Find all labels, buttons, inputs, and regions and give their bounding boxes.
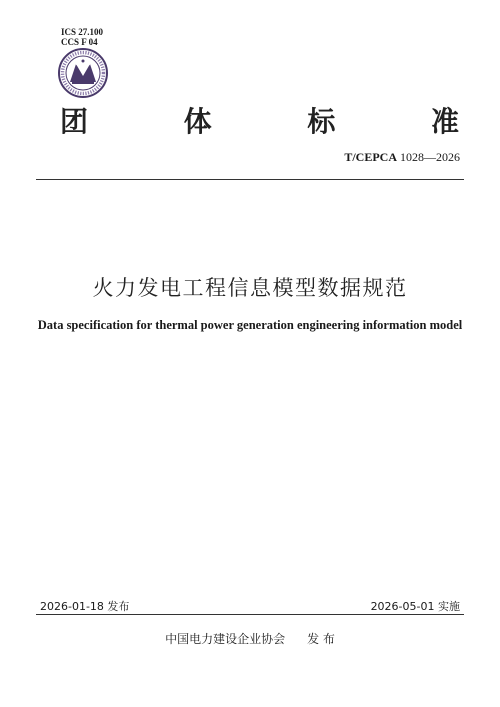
ics-code: ICS 27.100 xyxy=(61,27,104,37)
publisher-name: 中国电力建设企业协会 xyxy=(165,632,286,646)
publisher-line xyxy=(0,630,500,647)
standard-prefix: T/CEPCA xyxy=(344,150,397,164)
standard-type-char: 标 xyxy=(307,105,337,138)
header-divider xyxy=(36,179,464,180)
footer-divider xyxy=(36,614,464,615)
association-seal-icon xyxy=(58,48,108,98)
issue-date: 2026-01-18 发布 xyxy=(40,600,130,613)
document-title-english: Data specification for thermal power generation engineering information model xyxy=(37,318,463,332)
standard-code: 1028—2026 xyxy=(400,150,460,164)
standard-number xyxy=(344,150,460,165)
publish-word: 发 布 xyxy=(307,632,335,646)
standard-type-char: 团 xyxy=(60,105,90,138)
classification-codes xyxy=(61,27,103,47)
standard-type-char: 准 xyxy=(430,105,460,138)
standard-type-heading xyxy=(60,100,460,136)
ccs-code: CCS F 04 xyxy=(61,37,98,47)
implementation-date: 2026-05-01 实施 xyxy=(370,600,460,613)
document-title-chinese: 火力发电工程信息模型数据规范 xyxy=(92,276,408,300)
standard-type-char: 体 xyxy=(183,105,213,138)
